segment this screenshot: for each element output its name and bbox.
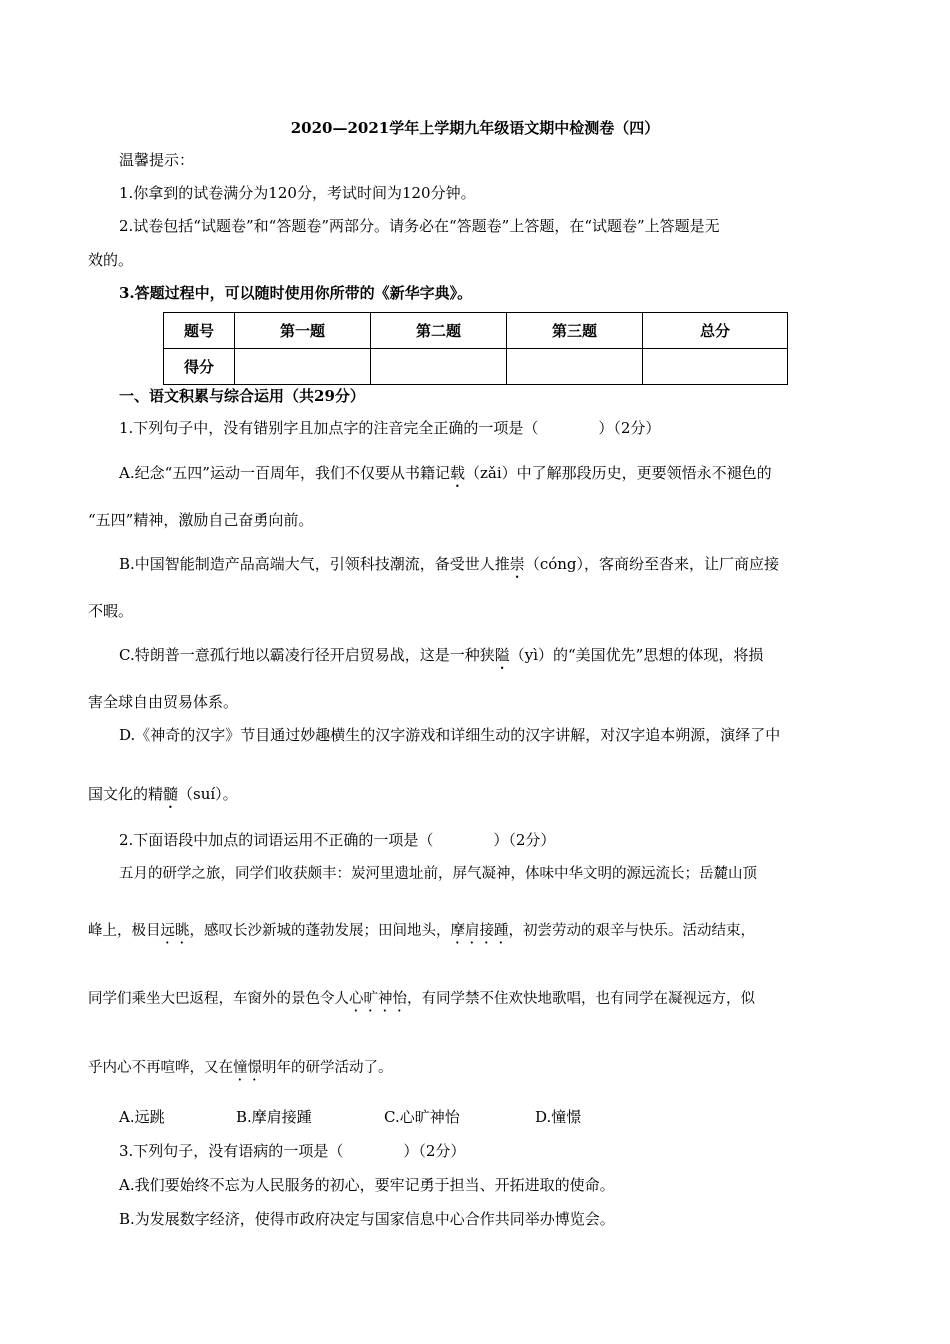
exam-title: 2020—2021学年上学期九年级语文期中检测卷（四）: [290, 119, 660, 137]
q2-option-a: A.远跳: [119, 1108, 165, 1126]
score-cell: [643, 349, 788, 385]
q2-options: [119, 1107, 581, 1127]
dotted-char: 载: [449, 464, 465, 482]
q1-option-a-line-2: “五四”精神，激励自己奋勇向前。: [88, 511, 314, 529]
row-label-cell: 得分: [164, 349, 235, 385]
dotted-word: 远眺: [160, 923, 190, 939]
dotted-char: 髓: [163, 785, 179, 803]
text-run: A.纪念“五四”运动一百周年，我们不仅要从书籍记: [119, 464, 450, 482]
text-run: 明年的研学活动了。: [262, 1060, 393, 1076]
q1-stem: 1.下列句子中，没有错别字且加点字的注音完全正确的一项是（ ）（2分）: [119, 419, 661, 437]
q1-option-b-line-2: 不暇。: [88, 602, 134, 620]
text-run: 同学们乘坐大巴返程，车窗外的景色令人: [88, 991, 349, 1007]
q1-option-c-line-1: [119, 645, 763, 673]
header-cell: 第三题: [507, 313, 643, 349]
tip-2-line-1: 2.试卷包括“试题卷”和“答题卷”两部分。请务必在“答题卷”上答题，在“试题卷”上答题是无: [119, 217, 720, 235]
text-run: ，有同学禁不住欢快地歌唱，也有同学在凝视远方，似: [407, 991, 755, 1007]
dotted-word: 憧憬: [233, 1060, 262, 1076]
header-cell: 第一题: [235, 313, 371, 349]
q2-passage-line-1: 五月的研学之旅，同学们收获颇丰：炭河里遗址前，屏气凝神，体味中华文明的源远流长；岳麓山顶: [119, 866, 757, 882]
text-run: （yì）的“美国优先”思想的体现，将损: [509, 646, 764, 664]
text-run: B.中国智能制造产品高端大气，引领科技潮流，备受世人推: [119, 555, 510, 573]
text-run: （cóng），客商纷至沓来，让厂商应接: [524, 555, 780, 573]
tip-1: 1.你拿到的试卷满分为120分，考试时间为120分钟。: [119, 184, 476, 202]
dotted-char: 崇: [509, 555, 525, 573]
section-1-heading: 一、语文积累与综合运用（共29分）: [119, 387, 365, 405]
dotted-char: 隘: [494, 646, 510, 664]
q2-option-b: B.摩肩接踵: [236, 1108, 312, 1126]
q2-option-c: C.心旷神怡: [384, 1108, 460, 1126]
q1-option-b-line-1: [119, 554, 779, 582]
q1-option-d-line-2: [88, 784, 238, 812]
q2-stem: 2.下面语段中加点的词语运用不正确的一项是（ ）（2分）: [119, 831, 556, 849]
q1-option-c-line-2: 害全球自由贸易体系。: [88, 693, 239, 711]
text-run: 乎内心不再喧哗，又在: [88, 1060, 233, 1076]
score-cell: [507, 349, 643, 385]
score-table-score-row: [164, 349, 788, 385]
header-cell: 第二题: [371, 313, 507, 349]
text-run: ，感叹长沙新城的蓬勃发展；田间地头，: [189, 923, 451, 939]
dotted-word: 摩肩接踵: [450, 923, 509, 939]
score-cell: [371, 349, 507, 385]
q1-option-a-line-1: [119, 463, 772, 491]
q3-stem: 3.下列句子，没有语病的一项是（ ）（2分）: [119, 1142, 466, 1160]
tips-heading: 温馨提示：: [119, 151, 195, 169]
tip-2-line-2: 效的。: [88, 251, 134, 269]
score-table-header-row: [164, 313, 788, 349]
text-run: （suí）。: [178, 785, 238, 803]
header-cell: 总分: [643, 313, 788, 349]
score-table: [163, 312, 788, 385]
text-run: 峰上，极目: [88, 923, 161, 939]
q2-passage-line-3: [88, 989, 755, 1015]
header-cell: 题号: [164, 313, 235, 349]
q2-passage-line-2: [88, 921, 755, 947]
q2-option-d: D.憧憬: [535, 1108, 582, 1126]
q3-option-b: B.为发展数字经济，使得市政府决定与国家信息中心合作共同举办博览会。: [119, 1210, 615, 1228]
text-run: （zǎi）中了解那段历史，更要领悟永不褪色的: [464, 464, 772, 482]
text-run: ，初尝劳动的艰辛与快乐。活动结束，: [508, 923, 755, 939]
tip-3: 3.答题过程中，可以随时使用你所带的《新华字典》。: [119, 284, 473, 302]
q2-passage-line-4: [88, 1058, 393, 1084]
q1-option-d-line-1: D.《神奇的汉字》节目通过妙趣横生的汉字游戏和详细生动的汉字讲解，对汉字追本朔源，演绎了中: [119, 726, 781, 744]
q3-option-a: A.我们要始终不忘为人民服务的初心，要牢记勇于担当、开拓进取的使命。: [119, 1176, 615, 1194]
dotted-word: 心旷神怡: [349, 991, 407, 1007]
text-run: 国文化的精: [88, 785, 164, 803]
text-run: C.特朗普一意孤行地以霸凌行径开启贸易战，这是一种狭: [119, 646, 495, 664]
score-cell: [235, 349, 371, 385]
